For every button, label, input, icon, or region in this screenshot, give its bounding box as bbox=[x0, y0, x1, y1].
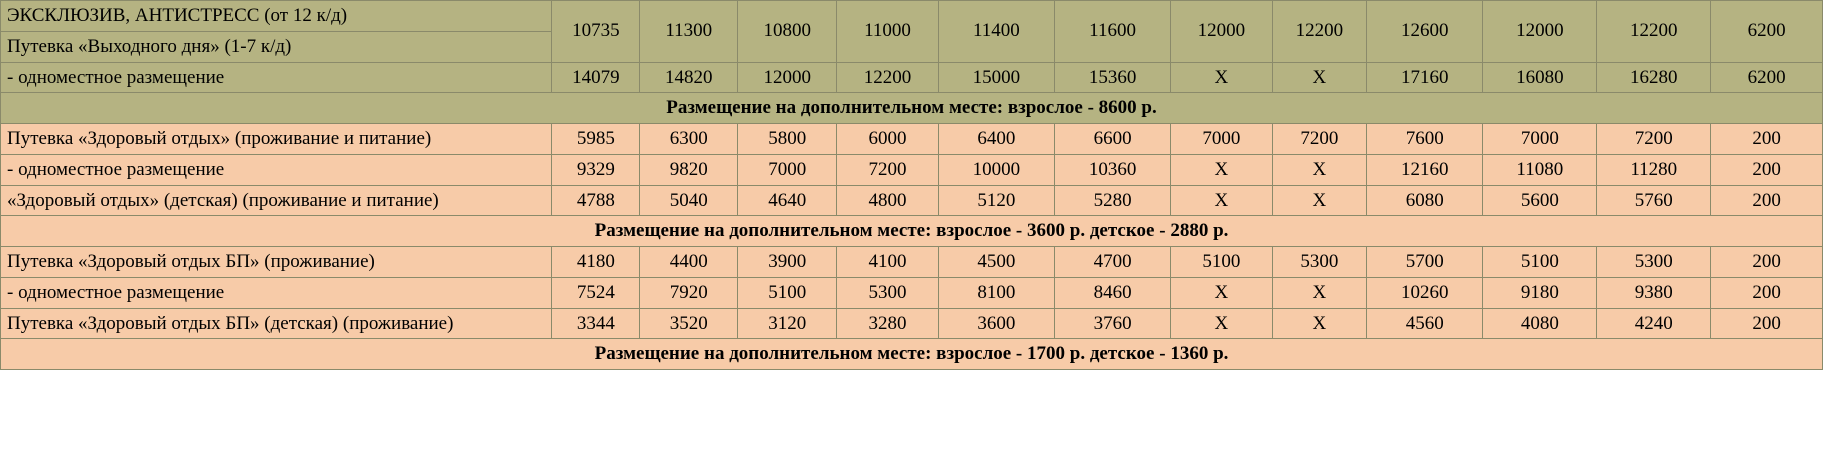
cell-value: 11000 bbox=[837, 1, 938, 63]
row-label-healthy-rest-bp: Путевка «Здоровый отдых БП» (проживание) bbox=[1, 247, 552, 278]
cell-value: 5300 bbox=[1272, 247, 1367, 278]
cell-value: 6400 bbox=[938, 124, 1054, 155]
cell-value: 200 bbox=[1711, 154, 1823, 185]
cell-value: 9380 bbox=[1597, 277, 1711, 308]
cell-value: 9329 bbox=[552, 154, 640, 185]
cell-value: 6080 bbox=[1367, 185, 1483, 216]
cell-value: 4100 bbox=[837, 247, 938, 278]
cell-value: 14820 bbox=[640, 62, 738, 93]
banner-extra-bed-1700: Размещение на дополнительном месте: взрослое - 1700 р. детское - 1360 р. bbox=[1, 339, 1823, 370]
cell-value: 4500 bbox=[938, 247, 1054, 278]
row-label-exclusive: ЭКСКЛЮЗИВ, АНТИСТРЕСС (от 12 к/д) bbox=[1, 1, 552, 32]
table-row bbox=[1, 247, 1823, 278]
cell-value: 200 bbox=[1711, 124, 1823, 155]
table-row bbox=[1, 339, 1823, 370]
row-label-single-peach-1: - одноместное размещение bbox=[1, 154, 552, 185]
cell-value: 4400 bbox=[640, 247, 738, 278]
cell-value: 16280 bbox=[1597, 62, 1711, 93]
cell-value: 4788 bbox=[552, 185, 640, 216]
cell-value: 3120 bbox=[738, 308, 837, 339]
cell-value: 5280 bbox=[1054, 185, 1170, 216]
table-row bbox=[1, 93, 1823, 124]
cell-value: X bbox=[1171, 185, 1272, 216]
table-row bbox=[1, 216, 1823, 247]
cell-value: 11080 bbox=[1483, 154, 1597, 185]
cell-value: 15000 bbox=[938, 62, 1054, 93]
cell-value: 12200 bbox=[837, 62, 938, 93]
cell-value: 4640 bbox=[738, 185, 837, 216]
cell-value: 4560 bbox=[1367, 308, 1483, 339]
table-row bbox=[1, 124, 1823, 155]
cell-value: 7200 bbox=[1597, 124, 1711, 155]
cell-value: X bbox=[1272, 308, 1367, 339]
cell-value: 200 bbox=[1711, 185, 1823, 216]
cell-value: 3900 bbox=[738, 247, 837, 278]
banner-extra-bed-8600: Размещение на дополнительном месте: взрослое - 8600 р. bbox=[1, 93, 1823, 124]
cell-value: 7200 bbox=[1272, 124, 1367, 155]
banner-extra-bed-3600: Размещение на дополнительном месте: взрослое - 3600 р. детское - 2880 р. bbox=[1, 216, 1823, 247]
cell-value: 200 bbox=[1711, 308, 1823, 339]
cell-value: 7000 bbox=[738, 154, 837, 185]
cell-value: 9820 bbox=[640, 154, 738, 185]
cell-value: 5800 bbox=[738, 124, 837, 155]
cell-value: 3520 bbox=[640, 308, 738, 339]
cell-value: 12160 bbox=[1367, 154, 1483, 185]
cell-value: 5600 bbox=[1483, 185, 1597, 216]
cell-value: 11600 bbox=[1054, 1, 1170, 63]
cell-value: 7200 bbox=[837, 154, 938, 185]
cell-value: 6300 bbox=[640, 124, 738, 155]
cell-value: 7524 bbox=[552, 277, 640, 308]
cell-value: 12000 bbox=[1483, 1, 1597, 63]
cell-value: 6600 bbox=[1054, 124, 1170, 155]
cell-value: 6200 bbox=[1711, 1, 1823, 63]
cell-value: 15360 bbox=[1054, 62, 1170, 93]
cell-value: X bbox=[1272, 277, 1367, 308]
cell-value: 12000 bbox=[1171, 1, 1272, 63]
cell-value: 7920 bbox=[640, 277, 738, 308]
row-label-weekend: Путевка «Выходного дня» (1-7 к/д) bbox=[1, 31, 552, 62]
cell-value: 16080 bbox=[1483, 62, 1597, 93]
cell-value: X bbox=[1171, 62, 1272, 93]
cell-value: 5120 bbox=[938, 185, 1054, 216]
cell-value: 200 bbox=[1711, 277, 1823, 308]
cell-value: 7000 bbox=[1483, 124, 1597, 155]
cell-value: 12600 bbox=[1367, 1, 1483, 63]
cell-value: 5700 bbox=[1367, 247, 1483, 278]
cell-value: 12000 bbox=[738, 62, 837, 93]
cell-value: X bbox=[1272, 62, 1367, 93]
cell-value: 10260 bbox=[1367, 277, 1483, 308]
cell-value: 8100 bbox=[938, 277, 1054, 308]
cell-value: 7000 bbox=[1171, 124, 1272, 155]
row-label-single-olive: - одноместное размещение bbox=[1, 62, 552, 93]
cell-value: 7600 bbox=[1367, 124, 1483, 155]
cell-value: 4800 bbox=[837, 185, 938, 216]
cell-value: 4080 bbox=[1483, 308, 1597, 339]
cell-value: 4240 bbox=[1597, 308, 1711, 339]
cell-value: X bbox=[1171, 154, 1272, 185]
cell-value: 3280 bbox=[837, 308, 938, 339]
cell-value: 10000 bbox=[938, 154, 1054, 185]
cell-value: 6200 bbox=[1711, 62, 1823, 93]
cell-value: 5100 bbox=[1171, 247, 1272, 278]
cell-value: 11300 bbox=[640, 1, 738, 63]
cell-value: 9180 bbox=[1483, 277, 1597, 308]
cell-value: 3760 bbox=[1054, 308, 1170, 339]
table-row bbox=[1, 308, 1823, 339]
cell-value: 3344 bbox=[552, 308, 640, 339]
table-row bbox=[1, 62, 1823, 93]
cell-value: 8460 bbox=[1054, 277, 1170, 308]
cell-value: X bbox=[1171, 308, 1272, 339]
cell-value: 4180 bbox=[552, 247, 640, 278]
table-row bbox=[1, 277, 1823, 308]
cell-value: X bbox=[1171, 277, 1272, 308]
table-row bbox=[1, 185, 1823, 216]
cell-value: 5985 bbox=[552, 124, 640, 155]
cell-value: 5100 bbox=[738, 277, 837, 308]
cell-value: X bbox=[1272, 154, 1367, 185]
cell-value: 10800 bbox=[738, 1, 837, 63]
cell-value: 10360 bbox=[1054, 154, 1170, 185]
cell-value: 5300 bbox=[1597, 247, 1711, 278]
row-label-healthy-rest: Путевка «Здоровый отдых» (проживание и питание) bbox=[1, 124, 552, 155]
table-row bbox=[1, 154, 1823, 185]
cell-value: 12200 bbox=[1272, 1, 1367, 63]
cell-value: 5760 bbox=[1597, 185, 1711, 216]
cell-value: 11280 bbox=[1597, 154, 1711, 185]
cell-value: 14079 bbox=[552, 62, 640, 93]
cell-value: 12200 bbox=[1597, 1, 1711, 63]
cell-value: 11400 bbox=[938, 1, 1054, 63]
cell-value: 5100 bbox=[1483, 247, 1597, 278]
table-body bbox=[1, 1, 1823, 370]
row-label-single-peach-2: - одноместное размещение bbox=[1, 277, 552, 308]
row-label-healthy-rest-bp-child: Путевка «Здоровый отдых БП» (детская) (проживание) bbox=[1, 308, 552, 339]
cell-value: 10735 bbox=[552, 1, 640, 63]
cell-value: 17160 bbox=[1367, 62, 1483, 93]
cell-value: 200 bbox=[1711, 247, 1823, 278]
cell-value: X bbox=[1272, 185, 1367, 216]
cell-value: 4700 bbox=[1054, 247, 1170, 278]
cell-value: 5300 bbox=[837, 277, 938, 308]
cell-value: 5040 bbox=[640, 185, 738, 216]
row-label-healthy-rest-child: «Здоровый отдых» (детская) (проживание и питание) bbox=[1, 185, 552, 216]
cell-value: 6000 bbox=[837, 124, 938, 155]
table-row bbox=[1, 1, 1823, 32]
cell-value: 3600 bbox=[938, 308, 1054, 339]
